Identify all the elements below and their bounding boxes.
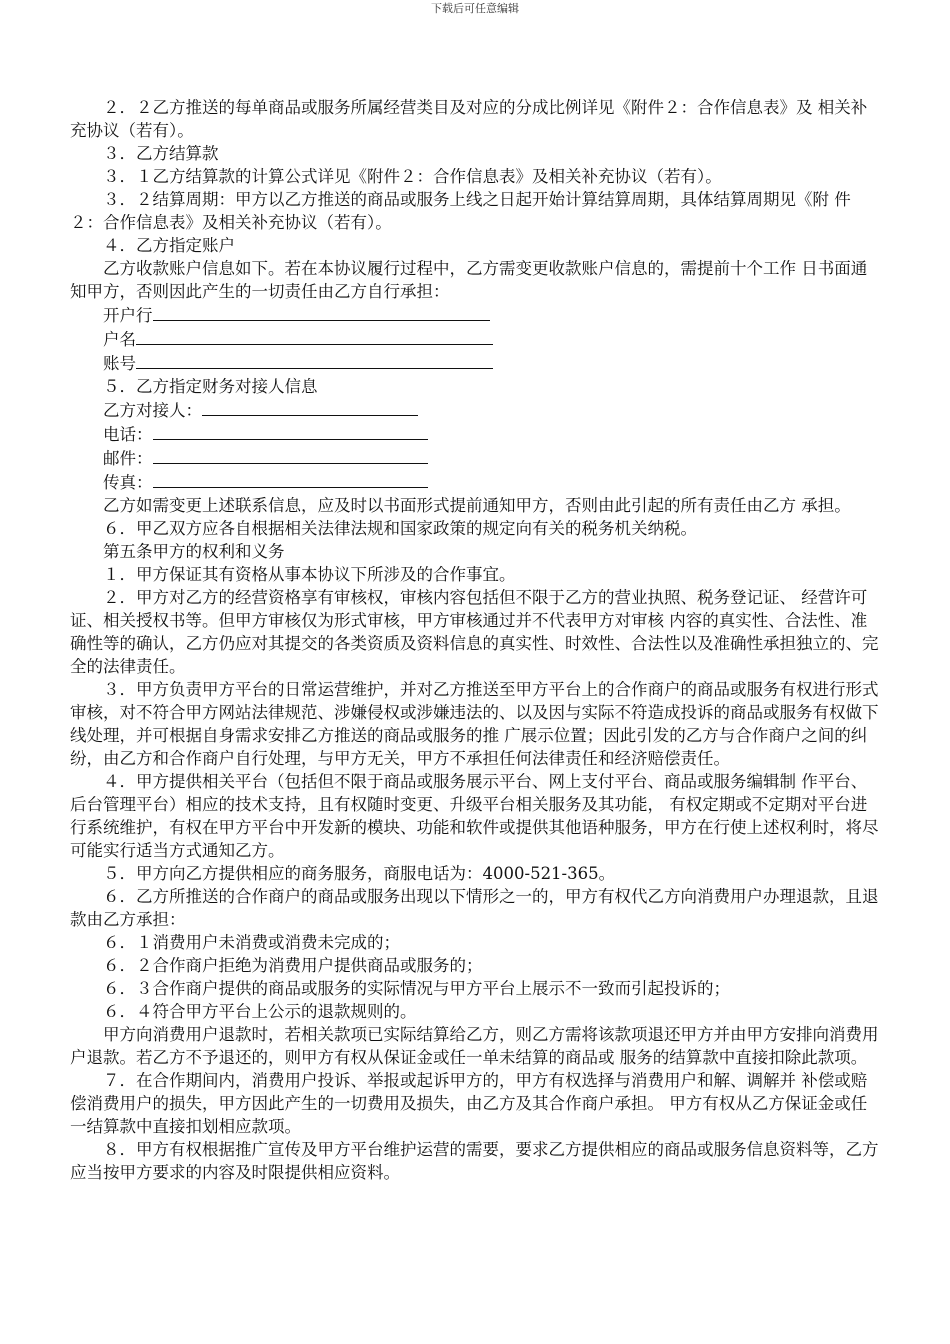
page-header: 下载后可任意编辑	[431, 2, 519, 15]
contact-person-blank	[202, 398, 418, 416]
paragraph: ６．１消费用户未消费或消费未完成的；	[70, 933, 400, 952]
field-label: 邮件：	[103, 449, 153, 468]
paragraph: 甲方向消费用户退款时，若相关款项已实际结算给乙方，则乙方需将该款项退还甲方并由甲方安排向消费用户退款。若乙方不予退还的，则甲方有权从保证金或任一单未结算的商品或 服务的结算款中直接扣除此款项。	[70, 1025, 879, 1067]
contact-phone-row	[70, 422, 882, 446]
field-label: 开户行	[103, 306, 153, 325]
field-label: 户名	[103, 330, 136, 349]
account-bank-row	[70, 303, 882, 327]
paragraph: 乙方如需变更上述联系信息，应及时以书面形式提前通知甲方，否则由此引起的所有责任由乙方 承担。	[70, 496, 851, 515]
contact-email-blank	[153, 446, 428, 464]
document-body	[70, 96, 882, 1184]
contact-phone-blank	[153, 422, 428, 440]
field-label: 乙方对接人：	[103, 401, 202, 420]
contact-person-row	[70, 398, 882, 422]
paragraph: ４．乙方指定账户	[70, 236, 235, 255]
field-label: 传真：	[103, 473, 153, 492]
contact-email-row	[70, 446, 882, 470]
account-bank-blank	[153, 303, 490, 321]
paragraph: ６．４符合甲方平台上公示的退款规则的。	[70, 1002, 417, 1021]
paragraph: ７．在合作期间内，消费用户投诉、举报或起诉甲方的，甲方有权选择与消费用户和解、调解并 补偿或赔偿消费用户的损失，甲方因此产生的一切费用及损失，由乙方及其合作商户承担。 甲方有权从乙方保证金或任一结算款中直接扣划相应款项。	[70, 1071, 868, 1136]
paragraph: ３．乙方结算款	[70, 144, 219, 163]
paragraph: 乙方收款账户信息如下。若在本协议履行过程中，乙方需变更收款账户信息的，需提前十个工作 日书面通知甲方，否则因此产生的一切责任由乙方自行承担：	[70, 259, 868, 301]
paragraph: ６．乙方所推送的合作商户的商品或服务出现以下情形之一的，甲方有权代乙方向消费用户办理退款，且退款由乙方承担：	[70, 887, 879, 929]
section-title: 第五条甲方的权利和义务	[70, 542, 285, 561]
paragraph: ５．甲方向乙方提供相应的商务服务，商服电话为：4000-521-365。	[70, 864, 616, 883]
account-number-row	[70, 351, 882, 375]
paragraph: ３．２结算周期：甲方以乙方推送的商品或服务上线之日起开始计算结算周期，具体结算周期见《附 件２：合作信息表》及相关补充协议（若有）。	[70, 190, 851, 232]
paragraph: １．甲方保证其有资格从事本协议下所涉及的合作事宜。	[70, 565, 516, 584]
paragraph: ３．甲方负责甲方平台的日常运营维护，并对乙方推送至甲方平台上的合作商户的商品或服务有权进行形式审核，对不符合甲方网站法律规范、涉嫌侵权或涉嫌违法的、以及因与实际不符造成投诉的商品或服务有权做下线处理，并可根据自身需求安排乙方推送的商品或服务的推 广展示位置；因此引发的乙方与合作商户之间的纠纷，由乙方和合作商户自行处理，与甲方无关，甲方不承担任何法律责任和经济赔偿责任。	[70, 680, 879, 768]
contact-fax-row	[70, 470, 882, 494]
account-name-row	[70, 327, 882, 351]
paragraph: ６．甲乙双方应各自根据相关法律法规和国家政策的规定向有关的税务机关纳税。	[70, 519, 697, 538]
paragraph: ４．甲方提供相关平台（包括但不限于商品或服务展示平台、网上支付平台、商品或服务编辑制 作平台、后台管理平台）相应的技术支持，且有权随时变更、升级平台相关服务及其功能， 有权定期或不定期对平台进行系统维护，有权在甲方平台中开发新的模块、功能和软件或提供其他语种服务，甲方在行使上述权利时，将尽可能实行适当方式通知乙方。	[70, 772, 879, 860]
field-label: 账号	[103, 354, 136, 373]
paragraph: ８．甲方有权根据推广宣传及甲方平台维护运营的需要，要求乙方提供相应的商品或服务信息资料等，乙方应当按甲方要求的内容及时限提供相应资料。	[70, 1140, 879, 1182]
field-label: 电话：	[103, 425, 153, 444]
account-name-blank	[136, 327, 493, 345]
paragraph: ５．乙方指定财务对接人信息	[70, 377, 318, 396]
contact-fax-blank	[153, 470, 428, 488]
paragraph: ２．２乙方推送的每单商品或服务所属经营类目及对应的分成比例详见《附件２：合作信息表》及 相关补充协议（若有）。	[70, 98, 868, 140]
paragraph: ３．１乙方结算款的计算公式详见《附件２：合作信息表》及相关补充协议（若有）。	[70, 167, 722, 186]
paragraph: ６．２合作商户拒绝为消费用户提供商品或服务的；	[70, 956, 483, 975]
account-number-blank	[136, 351, 493, 369]
paragraph: ６．３合作商户提供的商品或服务的实际情况与甲方平台上展示不一致而引起投诉的；	[70, 979, 730, 998]
paragraph: ２．甲方对乙方的经营资格享有审核权，审核内容包括但不限于乙方的营业执照、税务登记证、 经营许可证、相关授权书等。但甲方审核仅为形式审核，甲方审核通过并不代表甲方对审核 内容的真实性、合法性、准确性等的确认，乙方仍应对其提交的各类资质及资料信息的真实性、时效性、合法性以及准确性承担独立的、完全的法律责任。	[70, 588, 879, 676]
